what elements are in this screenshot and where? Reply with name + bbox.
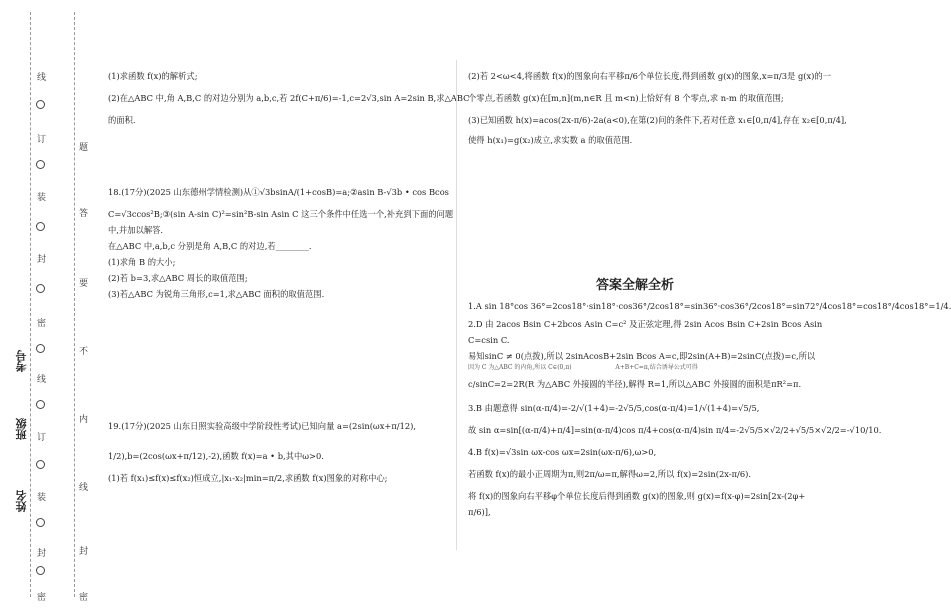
answer-1: 1.A sin 18°cos 36°=2cos18°·sin18°·cos36°/2cos18°=sin36°·cos36°/2cos18°=sin72°/4cos18°=cos18°/4cos18°=1/4. — [468, 301, 951, 311]
answer-2-line2: C=csin C. — [468, 335, 510, 345]
binding-marker: 封 — [37, 255, 47, 265]
column-divider — [456, 60, 457, 550]
binding-hole-icon — [36, 100, 45, 109]
left-column — [108, 70, 470, 484]
binding-marker: 密 — [37, 319, 47, 329]
answer-4-line3: 将 f(x)的图象向右平移φ个单位长度后得到函数 g(x)的图象,则 g(x)=f(x-φ)=2sin[2x-(2φ+ — [468, 491, 806, 501]
binding-hole-icon — [36, 160, 45, 169]
q19-part3-cont: 使得 h(x₁)=g(x₂)成立,求实数 a 的取值范围. — [468, 135, 633, 145]
q19-line2: 1/2),b=(2cos(ωx+π/12),-2),函数 f(x)=a • b,其中ω>0. — [108, 451, 324, 461]
answer-2-line4: c/sinC=2=2R(R 为△ABC 外接圆的半径),解得 R=1,所以△ABC 外接圆的面积是πR²=π. — [468, 379, 802, 389]
answers-column — [468, 300, 951, 518]
binding-marker: 要 — [79, 279, 89, 289]
binding-marker: 订 — [37, 135, 47, 145]
q19-part2: (2)若 2<ω<4,将函数 f(x)的图象向右平移π/6个单位长度,得到函数 g(x)的图象,x=π/3是 g(x)的一 — [468, 71, 831, 81]
q19-part3: (3)已知函数 h(x)=acos(2x-π/6)-2a(a<0),在第(2)问的条件下,若对任意 x₁∈[0,π/4],存在 x₂∈[0,π/4], — [468, 115, 847, 125]
binding-marker: 内 — [79, 415, 89, 425]
right-column-top — [468, 70, 852, 146]
q19-heading: 19.(17分)(2025 山东日照实验高级中学阶段性考试)已知向量 a=(2sin(ωx+π/12), — [108, 421, 417, 431]
answers-title: 答案全解全析 — [596, 278, 675, 293]
binding-marker: 订 — [37, 433, 47, 443]
answer-4-line1: 4.B f(x)=√3sin ωx-cos ωx=2sin(ωx-π/6),ω>0, — [468, 447, 657, 457]
binding-margin — [0, 0, 92, 608]
binding-hole-icon — [36, 222, 45, 231]
q16-part2-cont: 的面积. — [108, 115, 136, 125]
class-label: 班级 — [15, 418, 28, 440]
binding-hole-icon — [36, 400, 45, 409]
binding-hole-icon — [36, 518, 45, 527]
binding-marker: 封 — [37, 549, 47, 559]
binding-marker: 线 — [37, 73, 47, 83]
answer-3-line2: 故 sin α=sin[(α-π/4)+π/4]=sin(α-π/4)cos π/4+cos(α-π/4)sin π/4=-2√5/5×√2/2+√5/5×√2/2=-√10/10. — [468, 425, 882, 435]
q19-part1: (1)若 f(x₁)≤f(x)≤f(x₂)恒成立,|x₁-x₂|min=π/2,求函数 f(x)图象的对称中心; — [108, 473, 388, 483]
answer-2-notes — [468, 362, 852, 374]
q18-line3: 中,并加以解答. — [108, 225, 164, 235]
q18-line4: 在△ABC 中,a,b,c 分别是角 A,B,C 的对边,若________. — [108, 241, 312, 251]
q18-part1: (1)求角 B 的大小; — [108, 257, 176, 267]
binding-hole-icon — [36, 566, 45, 575]
answer-4-line4: π/6)], — [468, 507, 491, 517]
answer-4-line2: 若函数 f(x)的最小正周期为π,则2π/ω=π,解得ω=2,所以 f(x)=2sin(2x-π/6). — [468, 469, 751, 479]
binding-marker: 答 — [79, 209, 89, 219]
answer-2-note-2: A+B+C=π,结合诱导公式可得 — [615, 364, 698, 371]
q18-line2: C=√3ccos²B;③(sin A-sin C)²=sin²B-sin Asin C 这三个条件中任选一个,补充到下面的问题 — [108, 209, 454, 219]
q16-part1: (1)求函数 f(x)的解析式; — [108, 71, 198, 81]
binding-marker: 题 — [79, 143, 89, 153]
answer-2-line3: 易知sinC ≠ 0(点拨),所以 2sinAcosB+2sin Bcos A=c,即2sin(A+B)=2sinC(点拨)=c,所以 — [468, 351, 816, 361]
q18-heading: 18.(17分)(2025 山东德州学情检测)从①√3bsinA/(1+cosB)=a;②asin B-√3b • cos Bcos — [108, 187, 449, 197]
binding-marker: 线 — [37, 375, 47, 385]
q18-part3: (3)若△ABC 为锐角三角形,c=1,求△ABC 面积的取值范围. — [108, 289, 325, 299]
binding-hole-icon — [36, 460, 45, 469]
binding-hole-icon — [36, 344, 45, 353]
answer-3-line1: 3.B 由题意得 sin(α-π/4)=-2/√(1+4)=-2√5/5,cos(α-π/4)=1/√(1+4)=√5/5, — [468, 403, 760, 413]
binding-marker: 不 — [79, 347, 89, 357]
binding-hole-icon — [36, 284, 45, 293]
q18-part2: (2)若 b=3,求△ABC 周长的取值范围; — [108, 273, 248, 283]
binding-marker: 密 — [79, 593, 89, 603]
dashed-cut-line-outer — [30, 12, 31, 597]
binding-marker: 封 — [79, 547, 89, 557]
name-label: 姓名 — [15, 490, 28, 512]
dashed-cut-line-inner — [74, 12, 75, 597]
q16-part2: (2)在△ABC 中,角 A,B,C 的对边分别为 a,b,c,若 2f(C+π/6)=-1,c=2√3,sin A=2sin B,求△ABC — [108, 93, 470, 103]
binding-marker: 线 — [79, 483, 89, 493]
binding-marker: 装 — [37, 493, 47, 503]
answer-2-line1: 2.D 由 2acos Bsin C+2bcos Asin C=c² 及正弦定理,得 2sin Acos Bsin C+2sin Bcos Asin — [468, 319, 823, 329]
answer-2-note-1: 因为 C 为△ABC 的内角,所以 C∈(0,π) — [468, 364, 572, 371]
binding-marker: 装 — [37, 193, 47, 203]
binding-marker: 密 — [37, 593, 47, 603]
exam-id-label: 考号 — [15, 350, 28, 372]
q19-part2-cont: 个零点,若函数 g(x)在[m,n](m,n∈R 且 m<n)上恰好有 8 个零点,求 n-m 的取值范围; — [468, 93, 784, 103]
